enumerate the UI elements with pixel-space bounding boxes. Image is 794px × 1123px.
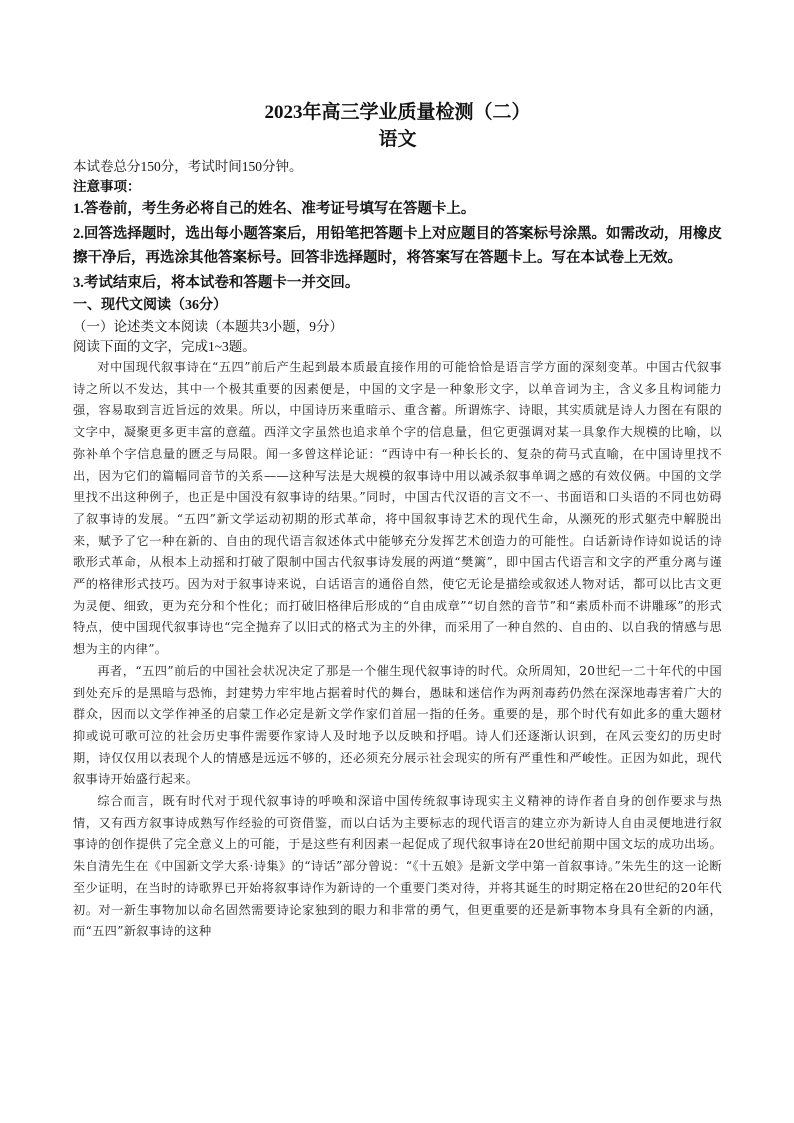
section-subheading: （一）论述类文本阅读（本题共3小题，9分）: [73, 319, 343, 334]
subject-title: 语文: [378, 129, 417, 150]
section-heading: 一、现代文阅读（36分）: [73, 298, 227, 313]
notice-item-2: 2.回答选择题时，选出每小题答案后，用铅笔把答题卡上对应题目的答案标号涂黑。如需改动，用橡皮擦干净后，再选涂其他答案标号。回答非选择题时，将答案写在答题卡上。写在本试卷上无效。: [73, 225, 722, 266]
notice-item-1: 1.答卷前，考生务必将自己的姓名、准考证号填写在答题卡上。: [73, 201, 476, 217]
reading-instruction: 阅读下面的文字，完成1~3题。: [73, 339, 256, 354]
notice-item-3: 3.考试结束后，将本试卷和答题卡一并交回。: [73, 274, 360, 291]
exam-title: 2023年高三学业质量检测（二）: [264, 102, 531, 123]
notice-heading: 注意事项：: [73, 179, 141, 194]
passage-paragraph-3: 综合而言，既有时代对于现代叙事诗的呼唤和深谙中国传统叙事诗现实主义精神的诗作者自身的创作要求与热情，又有西方叙事诗成熟写作经验的可资借鉴，而以白话为主要标志的现代语言的建立亦为新诗人自由灵便地进行叙事诗的创作提供了完全意义上的可能，于是这些有利因素一起促成了现代叙事诗在20世纪前期中国文坛的成功出场。朱自清先生在《中国新文学大系·诗集》的“诗话”部分曾说：“《十五娘》是新文学中第一首叙事诗。”朱先生的这一论断至少证明，在当时的诗歌界已开始将叙事诗作为新诗的一个重要门类对待，并将其诞生的时期定格在20世纪的20年代初。对一新生事物加以命名固然需要诗论家独到的眼力和非常的勇气，但更重要的还是新事物本身具有全新的内涵，而“五四”新叙事诗的这种: [73, 794, 722, 939]
passage-paragraph-2: 再者，“五四”前后的中国社会状况决定了那是一个催生现代叙事诗的时代。众所周知，20世纪一二十年代的中国到处充斥的是黑暗与恐怖，封建势力牢牢地占据着时代的舞台，愚昧和迷信作为两剂毒药仍然在深深地毒害着广大的群众，因而以文学作神圣的启蒙工作必定是新文学作家们首屈一指的任务。重要的是，那个时代有如此多的重大题材抑或说可歌可泣的社会历史事件需要作家诗人及时地予以反映和抒唱。诗人们还逐渐认识到，在风云变幻的历史时期，诗仅仅用以表现个人的情感是远远不够的，还必须充分展示社会现实的所有严重性和严峻性。正因为如此，现代叙事诗开始盛行起来。: [73, 663, 722, 787]
exam-info: 本试卷总分150分，考试时间150分钟。: [73, 159, 303, 174]
passage-paragraph-1: 对中国现代叙事诗在“五四”前后产生起到最本质最直接作用的可能恰恰是语言学方面的深刻变革。中国古代叙事诗之所以不发达，其中一个极其重要的因素便是，中国的文字是一种象形文字，以单音词为主，含义多且构词能力强，容易取到言近旨远的效果。所以，中国诗历来重暗示、重含蓄。所谓炼字、诗眼，其实质就是诗人力图在有限的文字中，凝聚更多更丰富的意蕴。西洋文字虽然也追求单个字的信息量，但它更强调对某一具象作大规模的比喻，以弥补单个字信息量的匮乏与局限。闻一多曾这样论证：“西诗中有一种长长的、复杂的荷马式直喻，在中国诗里找不出，因为它们的篇幅同音节的关系——这种写法是大规模的叙事诗中用以减杀叙事单调之感的有效仪俩。中国的文学里找不出这种例子，也正是中国没有叙事诗的结果。”同时，中国古代汉语的言文不一、书面语和口头语的不同也妨碍了叙事诗的发展。“五四”新文学运动初期的形式革命，将中国叙事诗艺术的现代生命，从濒死的形式躯壳中解脱出来，赋予了它一种在新的、自由的现代语言叙述体式中能够充分发挥艺术创造力的可能性。白话新诗作诗如说话的诗歌形式革命，从根本上动摇和打破了限制中国古代叙事诗发展的两道“樊篱”，即中国古代语言和文字的严重分离与谨严的格律形式技巧。因为对于叙事诗来说，白话语言的通俗自然，使它无论是描绘或叙述人物对话，都可以比古文更为灵便、细致，更为充分和个性化；而打破旧格律后形成的“自由成章”“切自然的音节”和“素质朴而不讲雕琢”的形式特点，使中国现代叙事诗也“完全抛弃了以旧式的格式为主的外律，而采用了一种自然的、自由的、以自我的情感与思想为主的内律”。: [73, 360, 722, 657]
